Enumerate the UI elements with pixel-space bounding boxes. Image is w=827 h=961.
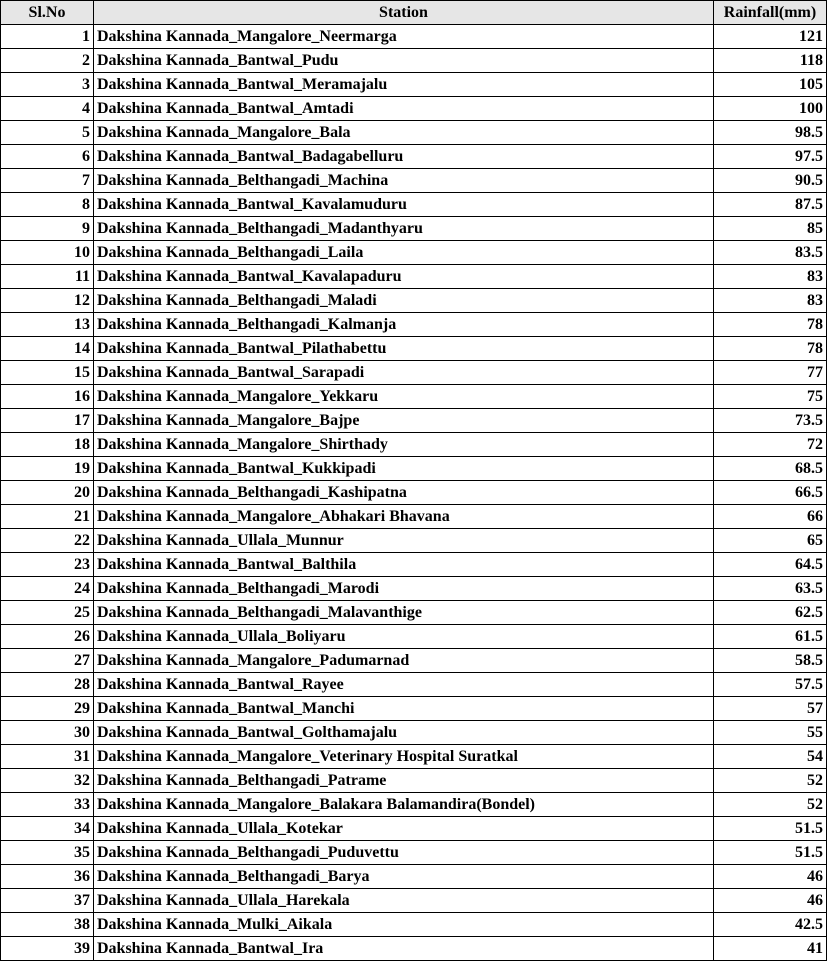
table-row — [1, 697, 827, 721]
station-cell: Dakshina Kannada_Mulki_Aikala — [94, 913, 714, 937]
station-cell: Dakshina Kannada_Bantwal_Pudu — [94, 49, 714, 73]
station-cell: Dakshina Kannada_Mangalore_Bala — [94, 121, 714, 145]
table-row — [1, 73, 827, 97]
rainfall-cell: 51.5 — [714, 841, 827, 865]
table-row — [1, 409, 827, 433]
sl-no-cell: 15 — [1, 361, 94, 385]
rainfall-cell: 97.5 — [714, 145, 827, 169]
header-row — [1, 1, 827, 25]
sl-no-cell: 32 — [1, 769, 94, 793]
station-cell: Dakshina Kannada_Bantwal_Balthila — [94, 553, 714, 577]
table-row — [1, 169, 827, 193]
sl-no-cell: 39 — [1, 937, 94, 961]
sl-no-cell: 21 — [1, 505, 94, 529]
rainfall-cell: 46 — [714, 889, 827, 913]
sl-no-cell: 7 — [1, 169, 94, 193]
rainfall-cell: 64.5 — [714, 553, 827, 577]
table-row — [1, 241, 827, 265]
sl-no-cell: 10 — [1, 241, 94, 265]
sl-no-cell: 34 — [1, 817, 94, 841]
table-row — [1, 817, 827, 841]
sl-no-cell: 14 — [1, 337, 94, 361]
sl-no-cell: 24 — [1, 577, 94, 601]
station-cell: Dakshina Kannada_Mangalore_Shirthady — [94, 433, 714, 457]
station-cell: Dakshina Kannada_Mangalore_Veterinary Hospital Suratkal — [94, 745, 714, 769]
station-cell: Dakshina Kannada_Mangalore_Bajpe — [94, 409, 714, 433]
table-row — [1, 49, 827, 73]
table-row — [1, 457, 827, 481]
rainfall-cell: 46 — [714, 865, 827, 889]
table-row — [1, 625, 827, 649]
rainfall-cell: 52 — [714, 769, 827, 793]
sl-no-cell: 6 — [1, 145, 94, 169]
table-row — [1, 913, 827, 937]
rainfall-cell: 87.5 — [714, 193, 827, 217]
sl-no-cell: 4 — [1, 97, 94, 121]
table-row — [1, 721, 827, 745]
station-cell: Dakshina Kannada_Belthangadi_Kashipatna — [94, 481, 714, 505]
rainfall-cell: 54 — [714, 745, 827, 769]
rainfall-cell: 58.5 — [714, 649, 827, 673]
sl-no-header: Sl.No — [1, 1, 94, 25]
sl-no-cell: 25 — [1, 601, 94, 625]
station-cell: Dakshina Kannada_Bantwal_Kavalamuduru — [94, 193, 714, 217]
rainfall-cell: 61.5 — [714, 625, 827, 649]
table-row — [1, 673, 827, 697]
rainfall-cell: 57.5 — [714, 673, 827, 697]
sl-no-cell: 3 — [1, 73, 94, 97]
sl-no-cell: 8 — [1, 193, 94, 217]
station-cell: Dakshina Kannada_Ullala_Munnur — [94, 529, 714, 553]
station-cell: Dakshina Kannada_Belthangadi_Malavanthige — [94, 601, 714, 625]
sl-no-cell: 26 — [1, 625, 94, 649]
table-row — [1, 337, 827, 361]
station-cell: Dakshina Kannada_Belthangadi_Patrame — [94, 769, 714, 793]
sl-no-cell: 12 — [1, 289, 94, 313]
table-row — [1, 313, 827, 337]
sl-no-cell: 2 — [1, 49, 94, 73]
sl-no-cell: 17 — [1, 409, 94, 433]
sl-no-cell: 18 — [1, 433, 94, 457]
rainfall-cell: 63.5 — [714, 577, 827, 601]
rainfall-cell: 51.5 — [714, 817, 827, 841]
sl-no-cell: 38 — [1, 913, 94, 937]
sl-no-cell: 22 — [1, 529, 94, 553]
rainfall-cell: 85 — [714, 217, 827, 241]
rainfall-cell: 42.5 — [714, 913, 827, 937]
rainfall-cell: 83 — [714, 289, 827, 313]
rainfall-cell: 100 — [714, 97, 827, 121]
station-cell: Dakshina Kannada_Bantwal_Kavalapaduru — [94, 265, 714, 289]
station-cell: Dakshina Kannada_Belthangadi_Puduvettu — [94, 841, 714, 865]
sl-no-cell: 35 — [1, 841, 94, 865]
station-cell: Dakshina Kannada_Belthangadi_Barya — [94, 865, 714, 889]
station-cell: Dakshina Kannada_Bantwal_Ira — [94, 937, 714, 961]
table-row — [1, 97, 827, 121]
sl-no-cell: 36 — [1, 865, 94, 889]
rainfall-cell: 98.5 — [714, 121, 827, 145]
table-row — [1, 529, 827, 553]
table-row — [1, 217, 827, 241]
rainfall-cell: 83 — [714, 265, 827, 289]
sl-no-cell: 9 — [1, 217, 94, 241]
table-row — [1, 601, 827, 625]
sl-no-cell: 1 — [1, 25, 94, 49]
table-row — [1, 121, 827, 145]
station-cell: Dakshina Kannada_Bantwal_Golthamajalu — [94, 721, 714, 745]
rainfall-cell: 83.5 — [714, 241, 827, 265]
rainfall-cell: 62.5 — [714, 601, 827, 625]
table-row — [1, 385, 827, 409]
rainfall-cell: 68.5 — [714, 457, 827, 481]
station-cell: Dakshina Kannada_Bantwal_Pilathabettu — [94, 337, 714, 361]
rainfall-cell: 72 — [714, 433, 827, 457]
station-cell: Dakshina Kannada_Bantwal_Meramajalu — [94, 73, 714, 97]
sl-no-cell: 16 — [1, 385, 94, 409]
station-cell: Dakshina Kannada_Bantwal_Amtadi — [94, 97, 714, 121]
rainfall-cell: 66 — [714, 505, 827, 529]
station-cell: Dakshina Kannada_Bantwal_Badagabelluru — [94, 145, 714, 169]
sl-no-cell: 29 — [1, 697, 94, 721]
station-cell: Dakshina Kannada_Mangalore_Neermarga — [94, 25, 714, 49]
rainfall-header: Rainfall(mm) — [714, 1, 827, 25]
station-cell: Dakshina Kannada_Bantwal_Rayee — [94, 673, 714, 697]
station-cell: Dakshina Kannada_Belthangadi_Laila — [94, 241, 714, 265]
sl-no-cell: 27 — [1, 649, 94, 673]
table-row — [1, 433, 827, 457]
station-cell: Dakshina Kannada_Ullala_Kotekar — [94, 817, 714, 841]
table-row — [1, 25, 827, 49]
rainfall-cell: 78 — [714, 313, 827, 337]
table-row — [1, 193, 827, 217]
rainfall-cell: 66.5 — [714, 481, 827, 505]
sl-no-cell: 5 — [1, 121, 94, 145]
station-cell: Dakshina Kannada_Bantwal_Kukkipadi — [94, 457, 714, 481]
rainfall-cell: 65 — [714, 529, 827, 553]
station-cell: Dakshina Kannada_Belthangadi_Machina — [94, 169, 714, 193]
table-row — [1, 361, 827, 385]
table-row — [1, 145, 827, 169]
station-cell: Dakshina Kannada_Ullala_Boliyaru — [94, 625, 714, 649]
station-cell: Dakshina Kannada_Belthangadi_Kalmanja — [94, 313, 714, 337]
station-cell: Dakshina Kannada_Mangalore_Padumarnad — [94, 649, 714, 673]
table-row — [1, 577, 827, 601]
sl-no-cell: 30 — [1, 721, 94, 745]
rainfall-cell: 78 — [714, 337, 827, 361]
table-row — [1, 505, 827, 529]
sl-no-cell: 23 — [1, 553, 94, 577]
table-row — [1, 289, 827, 313]
rainfall-cell: 73.5 — [714, 409, 827, 433]
station-header: Station — [94, 1, 714, 25]
table-row — [1, 769, 827, 793]
station-cell: Dakshina Kannada_Ullala_Harekala — [94, 889, 714, 913]
table-row — [1, 841, 827, 865]
table-row — [1, 745, 827, 769]
rainfall-cell: 121 — [714, 25, 827, 49]
rainfall-cell: 52 — [714, 793, 827, 817]
sl-no-cell: 37 — [1, 889, 94, 913]
rainfall-cell: 118 — [714, 49, 827, 73]
rainfall-cell: 41 — [714, 937, 827, 961]
station-cell: Dakshina Kannada_Belthangadi_Maladi — [94, 289, 714, 313]
rainfall-cell: 55 — [714, 721, 827, 745]
sl-no-cell: 20 — [1, 481, 94, 505]
table-row — [1, 265, 827, 289]
rainfall-cell: 57 — [714, 697, 827, 721]
station-cell: Dakshina Kannada_Bantwal_Sarapadi — [94, 361, 714, 385]
table-row — [1, 553, 827, 577]
table-row — [1, 937, 827, 961]
table-row — [1, 481, 827, 505]
rainfall-cell: 77 — [714, 361, 827, 385]
station-cell: Dakshina Kannada_Belthangadi_Marodi — [94, 577, 714, 601]
table-body — [1, 25, 827, 961]
station-cell: Dakshina Kannada_Bantwal_Manchi — [94, 697, 714, 721]
station-cell: Dakshina Kannada_Belthangadi_Madanthyaru — [94, 217, 714, 241]
sl-no-cell: 28 — [1, 673, 94, 697]
station-cell: Dakshina Kannada_Mangalore_Yekkaru — [94, 385, 714, 409]
table-row — [1, 793, 827, 817]
table-row — [1, 865, 827, 889]
table-row — [1, 649, 827, 673]
station-cell: Dakshina Kannada_Mangalore_Abhakari Bhavana — [94, 505, 714, 529]
sl-no-cell: 31 — [1, 745, 94, 769]
sl-no-cell: 11 — [1, 265, 94, 289]
station-cell: Dakshina Kannada_Mangalore_Balakara Balamandira(Bondel) — [94, 793, 714, 817]
sl-no-cell: 33 — [1, 793, 94, 817]
sl-no-cell: 13 — [1, 313, 94, 337]
rainfall-cell: 105 — [714, 73, 827, 97]
rainfall-cell: 90.5 — [714, 169, 827, 193]
table-row — [1, 889, 827, 913]
rainfall-cell: 75 — [714, 385, 827, 409]
table-header — [1, 1, 827, 25]
sl-no-cell: 19 — [1, 457, 94, 481]
